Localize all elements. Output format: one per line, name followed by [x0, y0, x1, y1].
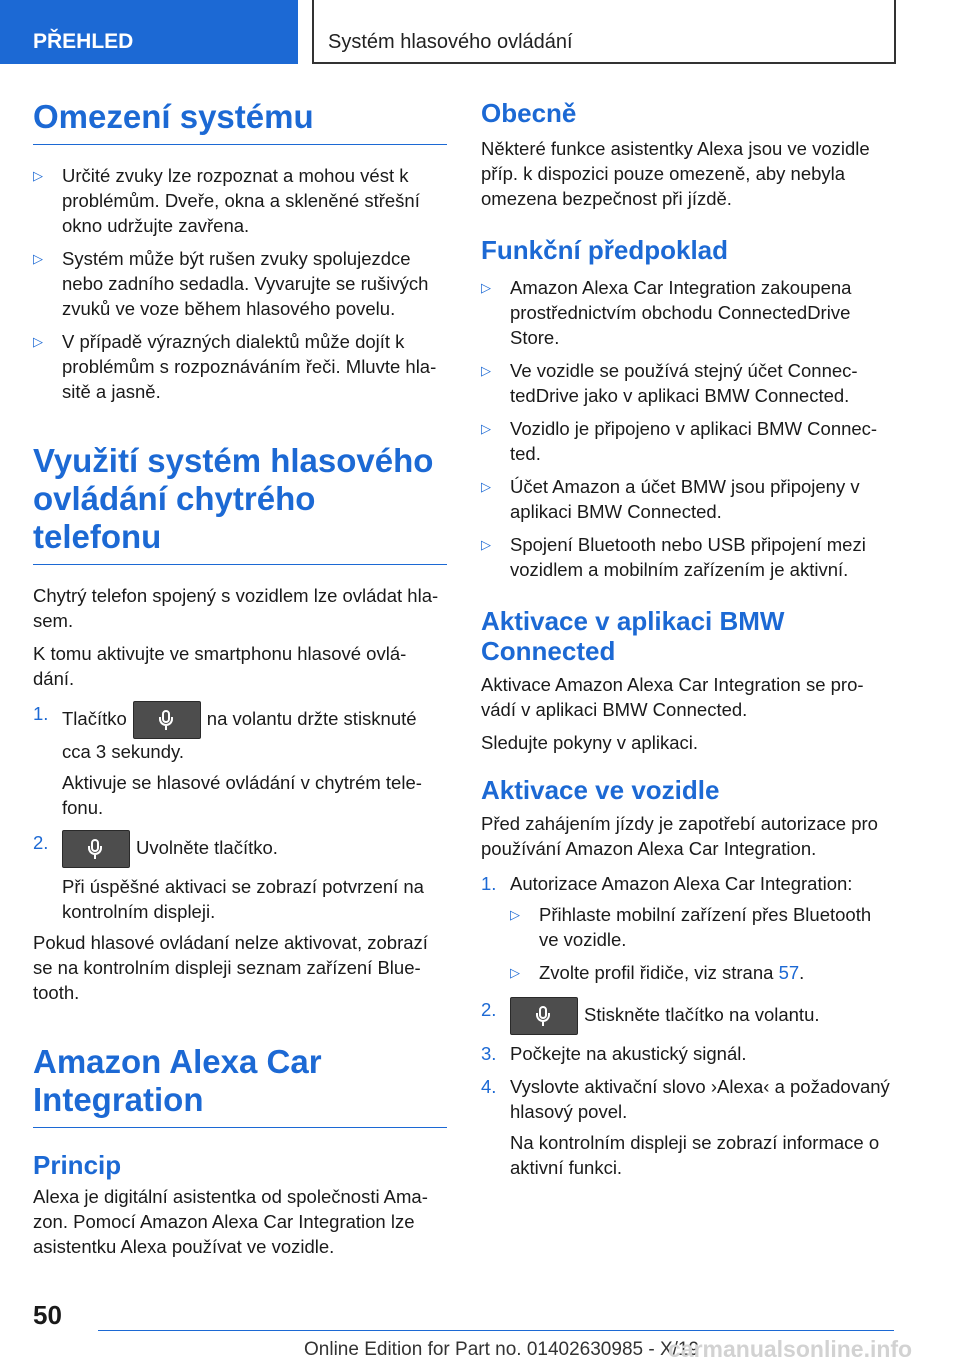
step-4: 4. Vyslovte aktivační slovo ›Alexa‹ a požadovaný hlasový povel.	[481, 1076, 890, 1122]
sub-bullet: ▷ Přihlaste mobilní zařízení přes Bluetooth ve vozidle.	[510, 904, 872, 950]
triangle-right-icon: ▷	[481, 280, 491, 295]
heading-aktivace-aplikace: Aktivace v aplikaci BMW Connected	[481, 606, 785, 666]
paragraph: Pokud hlasové ovládaní nelze aktivovat, zobrazí se na kontrolním displeji seznam zařízení Blue‐tooth.	[33, 932, 428, 1003]
page-number: 50	[33, 1300, 62, 1330]
paragraph: Chytrý telefon spojený s vozidlem lze ovládat hla‐sem.	[33, 585, 439, 631]
paragraph: Sledujte pokyny v aplikaci.	[481, 732, 698, 753]
heading-funkcni-predpoklad: Funkční předpoklad	[481, 235, 729, 265]
bullet-item: ▷ Amazon Alexa Car Integration zakoupena prostřednictvím obchodu ConnectedDrive Store.	[481, 277, 852, 348]
bullet-item: ▷ Určité zvuky lze rozpoznat a mohou vést k problémům. Dveře, okna a skleněné střešní okno udržujte zavřena.	[33, 165, 420, 236]
step-2: 2. Stiskněte tlačítko na volantu.	[481, 997, 891, 1035]
right-column	[481, 98, 891, 1180]
triangle-right-icon: ▷	[510, 907, 520, 922]
heading-amazon-alexa: Amazon Alexa Car Integration	[33, 1043, 447, 1128]
paragraph: K tomu aktivujte ve smartphonu hlasové ovlá‐dání.	[33, 643, 407, 689]
heading-obecne: Obecně	[481, 98, 577, 128]
triangle-right-icon: ▷	[481, 479, 491, 494]
step-4-result: Na kontrolním displeji se zobrazí informace o aktivní funkci.	[510, 1132, 880, 1178]
triangle-right-icon: ▷	[510, 965, 520, 980]
step-2: 2. Uvolněte tlačítko.	[33, 830, 447, 868]
step-2-result: Při úspěšné aktivaci se zobrazí potvrzení na kontrolním displeji.	[62, 876, 424, 922]
bullet-item: ▷ V případě výrazných dialektů může dojít k problémům s rozpoznáváním řeči. Mluvte hla‐sitě a jasně.	[33, 331, 437, 402]
bullet-item: ▷ Spojení Bluetooth nebo USB připojení mezi vozidlem a mobilním zařízením je aktivní.	[481, 534, 866, 580]
microphone-icon	[62, 830, 130, 868]
microphone-icon	[133, 701, 201, 739]
triangle-right-icon: ▷	[33, 251, 43, 266]
paragraph: Aktivace Amazon Alexa Car Integration se pro‐vádí v aplikaci BMW Connected.	[481, 674, 864, 720]
microphone-icon	[510, 997, 578, 1035]
heading-aktivace-vozidle: Aktivace ve vozidle	[481, 775, 720, 805]
paragraph: Některé funkce asistentky Alexa jsou ve vozidle příp. k dispozici pouze omezeně, aby nebyla omezena bezpečnost při jízdě.	[481, 138, 870, 209]
triangle-right-icon: ▷	[33, 168, 43, 183]
heading-princip: Princip	[33, 1150, 122, 1180]
step-1-result: Aktivuje se hlasové ovládání v chytrém tele‐fonu.	[62, 772, 422, 818]
triangle-right-icon: ▷	[481, 363, 491, 378]
bullet-item: ▷ Ve vozidle se používá stejný účet Connec‐tedDrive jako v aplikaci BMW Connected.	[481, 360, 858, 406]
paragraph: Alexa je digitální asistentka od společnosti Ama‐zon. Pomocí Amazon Alexa Car Integration lze asistentku Alexa používat ve vozidle.	[33, 1186, 428, 1257]
heading-vyuziti: Využití systém hlasového ovládání chytrého telefonu	[33, 442, 447, 565]
step-1: 1. Autorizace Amazon Alexa Car Integration:	[481, 873, 853, 894]
footer-rule	[98, 1330, 894, 1331]
paragraph: Před zahájením jízdy je zapotřebí autorizace pro používání Amazon Alexa Car Integration.	[481, 813, 878, 859]
heading-omezeni-systemu: Omezení systému	[33, 98, 447, 145]
triangle-right-icon: ▷	[481, 537, 491, 552]
chapter-title: Systém hlasového ovládání	[312, 0, 896, 64]
triangle-right-icon: ▷	[481, 421, 491, 436]
bullet-item: ▷ Systém může být rušen zvuky spolujezdce nebo zadního sedadla. Vyvarujte se rušivých zvuků ve voze během hlasového povelu.	[33, 248, 429, 319]
section-tab: PŘEHLED	[0, 0, 298, 64]
edition-text: Online Edition for Part no. 01402630985 - X/19	[304, 1339, 700, 1360]
sub-bullet: ▷ Zvolte profil řidiče, viz strana 57.	[510, 962, 805, 983]
triangle-right-icon: ▷	[33, 334, 43, 349]
step-1: 1. Tlačítko na volantu držte stisknuté cca 3 sekundy.	[33, 703, 417, 762]
bullet-item: ▷ Účet Amazon a účet BMW jsou připojeny v aplikaci BMW Connected.	[481, 476, 860, 522]
step-3: 3. Počkejte na akustický signál.	[481, 1043, 747, 1064]
page-link[interactable]: 57	[778, 962, 800, 983]
watermark: carmanualsonline.info	[668, 1336, 913, 1362]
left-column	[33, 98, 447, 1259]
bullet-item: ▷ Vozidlo je připojeno v aplikaci BMW Connec‐ted.	[481, 418, 878, 464]
